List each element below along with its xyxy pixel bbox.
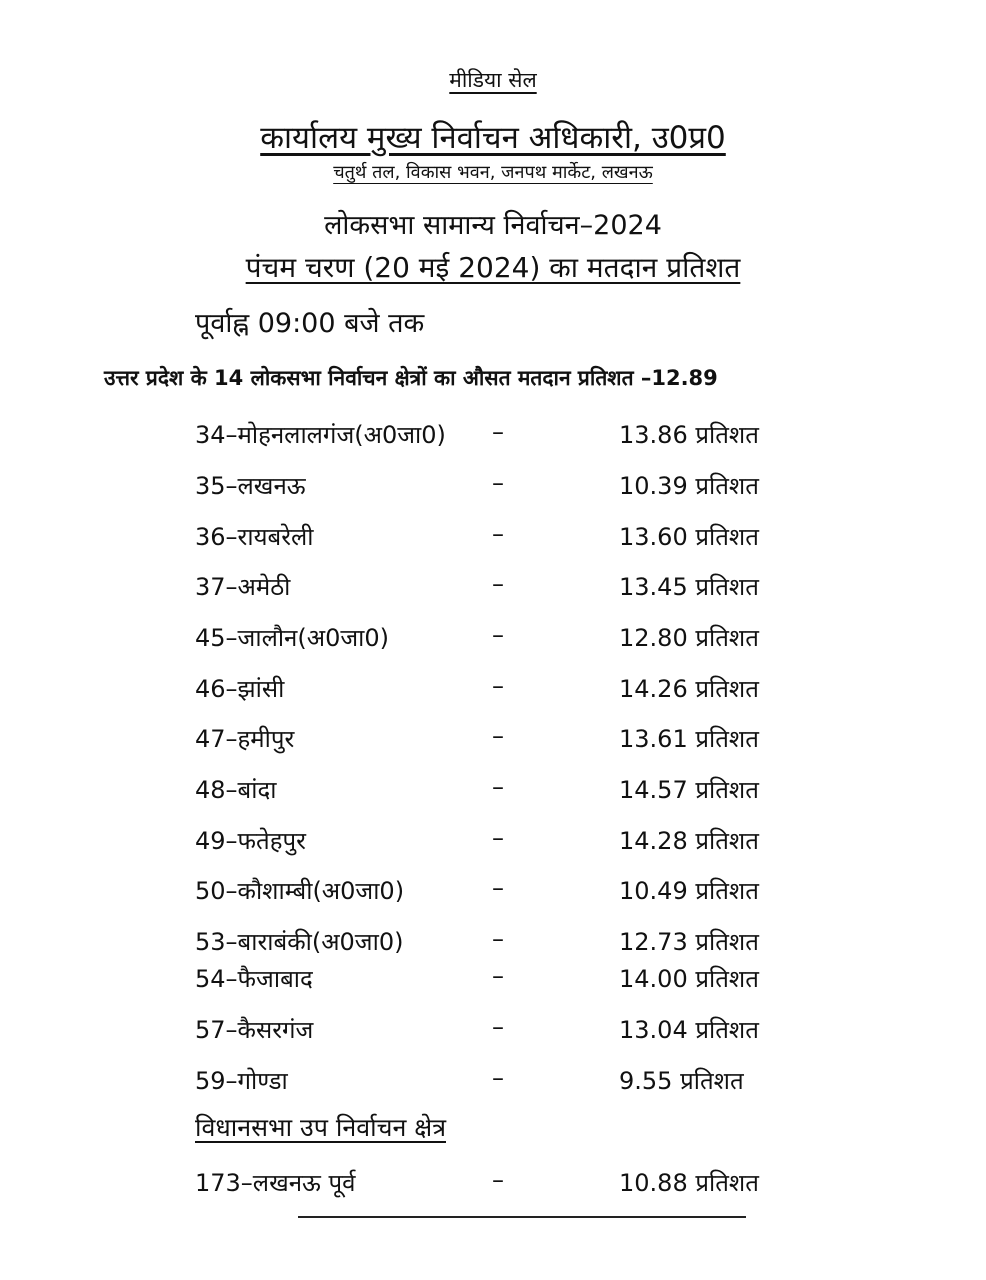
constituency-name: 45–जालौन(अ0जा0) — [195, 624, 389, 652]
turnout-value: 14.00 प्रतिशत — [619, 965, 759, 993]
phase-title: पंचम चरण (20 मई 2024) का मतदान प्रतिशत — [245, 251, 741, 284]
turnout-value: 14.57 प्रतिशत — [619, 776, 759, 804]
turnout-value: 10.88 प्रतिशत — [619, 1169, 759, 1197]
separator-dash: – — [492, 1064, 504, 1092]
time-label: पूर्वाह्न 09:00 बजे तक — [195, 308, 425, 339]
turnout-value: 10.49 प्रतिशत — [619, 877, 759, 905]
constituency-row — [0, 824, 986, 864]
turnout-value: 13.61 प्रतिशत — [619, 725, 759, 753]
turnout-value: 14.26 प्रतिशत — [619, 675, 759, 703]
constituency-row — [0, 874, 986, 914]
turnout-value: 14.28 प्रतिशत — [619, 827, 759, 855]
footer-rule — [298, 1216, 746, 1218]
separator-dash: – — [492, 874, 504, 902]
constituency-name: 54–फैजाबाद — [195, 965, 313, 993]
constituency-name: 35–लखनऊ — [195, 472, 306, 500]
turnout-value: 13.86 प्रतिशत — [619, 421, 759, 449]
separator-dash: – — [492, 1013, 504, 1041]
constituency-name: 34–मोहनलालगंज(अ0जा0) — [195, 421, 446, 449]
turnout-value: 13.04 प्रतिशत — [619, 1016, 759, 1044]
separator-dash: – — [492, 621, 504, 649]
separator-dash: – — [492, 418, 504, 446]
constituency-row — [0, 520, 986, 560]
constituency-name: 36–रायबरेली — [195, 523, 314, 551]
turnout-value: 9.55 प्रतिशत — [619, 1067, 744, 1095]
separator-dash: – — [492, 722, 504, 750]
separator-dash: – — [492, 773, 504, 801]
constituency-row — [0, 469, 986, 509]
constituency-row — [0, 925, 986, 965]
constituency-row — [0, 962, 986, 1002]
constituency-name: 47–हमीपुर — [195, 725, 295, 753]
separator-dash: – — [492, 925, 504, 953]
separator-dash: – — [492, 962, 504, 990]
constituency-row — [0, 418, 986, 458]
separator-dash: – — [492, 824, 504, 852]
turnout-value: 13.60 प्रतिशत — [619, 523, 759, 551]
turnout-value: 12.80 प्रतिशत — [619, 624, 759, 652]
constituency-name: 49–फतेहपुर — [195, 827, 306, 855]
constituency-row — [0, 1064, 986, 1104]
constituency-name: 48–बांदा — [195, 776, 277, 804]
constituency-name: 59–गोण्डा — [195, 1067, 288, 1095]
constituency-name: 53–बाराबंकी(अ0जा0) — [195, 928, 404, 956]
constituency-name: 57–कैसरगंज — [195, 1016, 314, 1044]
office-address: चतुर्थ तल, विकास भवन, जनपथ मार्केट, लखनऊ — [333, 162, 653, 183]
media-cell-label: मीडिया सेल — [449, 68, 537, 92]
turnout-value: 13.45 प्रतिशत — [619, 573, 759, 601]
election-title: लोकसभा सामान्य निर्वाचन–2024 — [324, 210, 662, 241]
constituency-name: 37–अमेठी — [195, 573, 291, 601]
turnout-value: 12.73 प्रतिशत — [619, 928, 759, 956]
constituency-name: 173–लखनऊ पूर्व — [195, 1169, 356, 1197]
average-turnout-line: उत्तर प्रदेश के 14 लोकसभा निर्वाचन क्षेत्रों का औसत मतदान प्रतिशत –12.89 — [104, 366, 718, 390]
constituency-name: 50–कौशाम्बी(अ0जा0) — [195, 877, 405, 905]
constituency-row — [0, 722, 986, 762]
assembly-row — [0, 1166, 986, 1206]
constituency-row — [0, 672, 986, 712]
office-title: कार्यालय मुख्य निर्वाचन अधिकारी, उ0प्र0 — [260, 120, 726, 156]
separator-dash: – — [492, 520, 504, 548]
separator-dash: – — [492, 1166, 504, 1194]
constituency-row — [0, 621, 986, 661]
separator-dash: – — [492, 570, 504, 598]
constituency-name: 46–झांसी — [195, 675, 285, 703]
constituency-row — [0, 570, 986, 610]
assembly-bypoll-heading: विधानसभा उप निर्वाचन क्षेत्र — [195, 1113, 446, 1142]
constituency-row — [0, 1013, 986, 1053]
constituency-row — [0, 773, 986, 813]
turnout-value: 10.39 प्रतिशत — [619, 472, 759, 500]
separator-dash: – — [492, 469, 504, 497]
separator-dash: – — [492, 672, 504, 700]
